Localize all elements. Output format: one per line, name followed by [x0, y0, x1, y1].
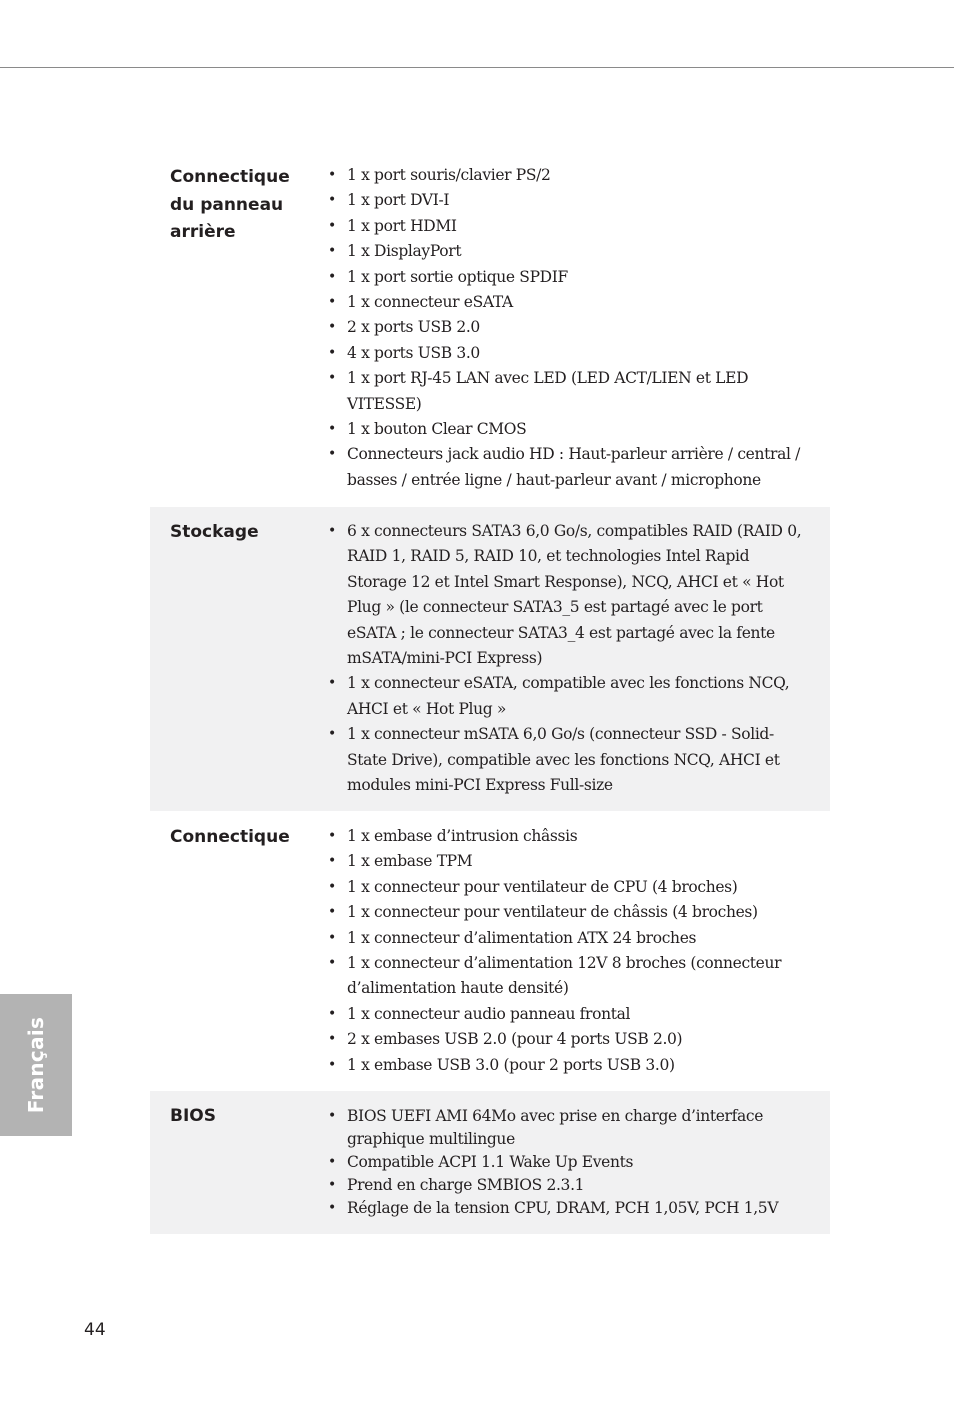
section-connectors: [150, 811, 830, 1091]
language-tab: [0, 994, 72, 1136]
list-item: • 1 x port souris/clavier PS/2: [327, 163, 812, 188]
section-rear-panel-io: [150, 163, 830, 507]
list-item: • 2 x embases USB 2.0 (pour 4 ports USB 2.0): [327, 1027, 812, 1052]
spec-list: [327, 519, 812, 798]
spec-list: [327, 163, 812, 493]
list-item: • BIOS UEFI AMI 64Mo avec prise en charge d’interface graphique multilingue: [327, 1105, 812, 1151]
list-item: • 1 x connecteur eSATA, compatible avec les fonctions NCQ, AHCI et « Hot Plug »: [327, 671, 812, 722]
section-bios: [150, 1091, 830, 1234]
list-item: • 1 x DisplayPort: [327, 239, 812, 264]
spec-list: [327, 1105, 812, 1220]
list-item: • 1 x embase USB 3.0 (pour 2 ports USB 3.0): [327, 1053, 812, 1078]
list-item: • 1 x bouton Clear CMOS: [327, 417, 812, 442]
section-label: Stockage: [170, 522, 259, 542]
list-item: • 1 x connecteur eSATA: [327, 290, 812, 315]
header-rule: [0, 67, 954, 68]
section-label: Connectique du panneau arrière: [170, 167, 290, 242]
list-item: • 4 x ports USB 3.0: [327, 341, 812, 366]
list-item: • 2 x ports USB 2.0: [327, 315, 812, 340]
list-item: • 1 x connecteur d’alimentation ATX 24 broches: [327, 926, 812, 951]
list-item: • 1 x connecteur audio panneau frontal: [327, 1002, 812, 1027]
list-item: • 1 x port sortie optique SPDIF: [327, 265, 812, 290]
list-item: • 1 x connecteur pour ventilateur de CPU (4 broches): [327, 875, 812, 900]
list-item: • Prend en charge SMBIOS 2.3.1: [327, 1174, 812, 1197]
page-number: 44: [84, 1320, 106, 1340]
language-tab-label: Français: [24, 1016, 48, 1114]
list-item: • 1 x port HDMI: [327, 214, 812, 239]
list-item: • 6 x connecteurs SATA3 6,0 Go/s, compatibles RAID (RAID 0, RAID 1, RAID 5, RAID 10, et technologies Intel Rapid Storage 12 et Intel Smart Response), NCQ, AHCI et « Hot Plug » (le connecteur SATA3_5 est partagé avec le port eSATA ; le connecteur SATA3_4 est partagé avec la fente mSATA/mini-PCI Express): [327, 519, 812, 671]
section-label: BIOS: [170, 1106, 216, 1126]
section-storage: [150, 507, 830, 811]
list-item: • Compatible ACPI 1.1 Wake Up Events: [327, 1151, 812, 1174]
list-item: • 1 x connecteur pour ventilateur de châssis (4 broches): [327, 900, 812, 925]
list-item: • 1 x port DVI-I: [327, 188, 812, 213]
list-item: • 1 x connecteur mSATA 6,0 Go/s (connecteur SSD - Solid-State Drive), compatible avec les fonctions NCQ, AHCI et modules mini-PCI Express Full-size: [327, 722, 812, 798]
section-label: Connectique: [170, 827, 290, 847]
list-item: • 1 x embase TPM: [327, 849, 812, 874]
list-item: • Réglage de la tension CPU, DRAM, PCH 1,05V, PCH 1,5V: [327, 1197, 812, 1220]
list-item: • Connecteurs jack audio HD : Haut-parleur arrière / central / basses / entrée ligne / haut-parleur avant / microphone: [327, 442, 812, 493]
list-item: • 1 x embase d’intrusion châssis: [327, 824, 812, 849]
spec-list: [327, 824, 812, 1078]
list-item: • 1 x connecteur d’alimentation 12V 8 broches (connecteur d’alimentation haute densité): [327, 951, 812, 1002]
list-item: • 1 x port RJ-45 LAN avec LED (LED ACT/LIEN et LED VITESSE): [327, 366, 812, 417]
